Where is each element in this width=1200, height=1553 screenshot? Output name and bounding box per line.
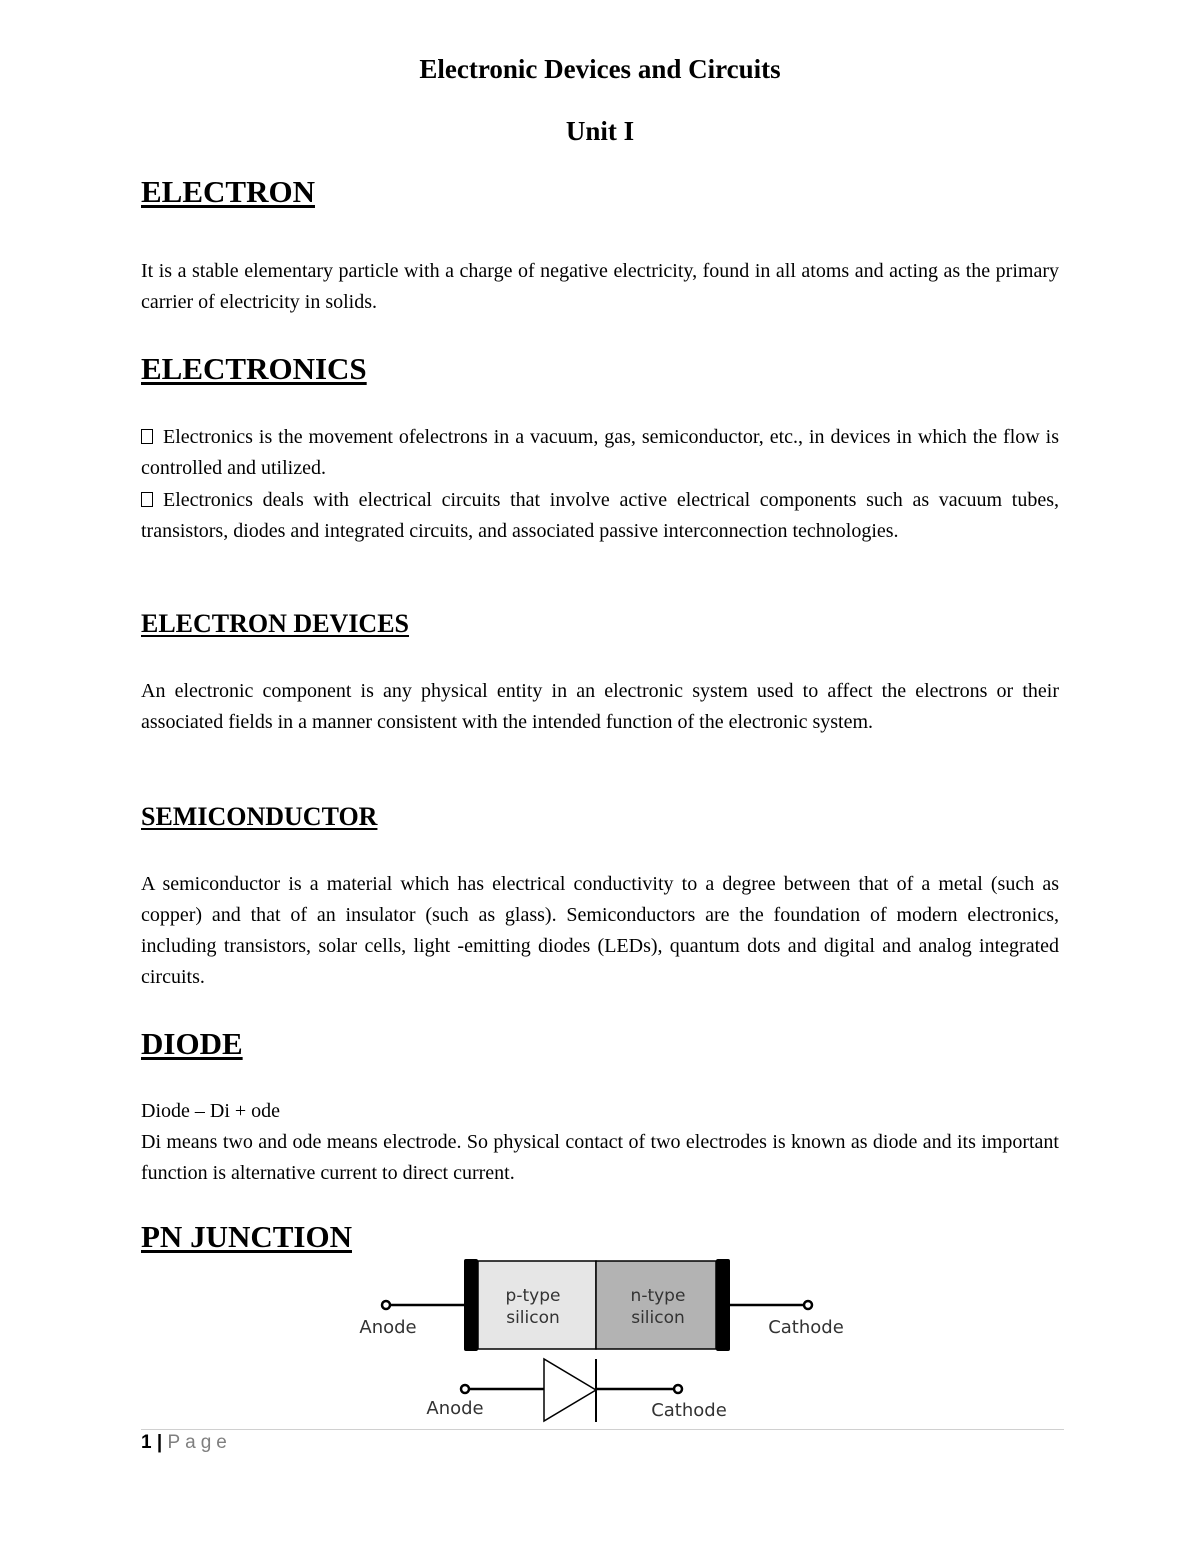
paragraph-electron-devices: An electronic component is any physical entity in an electronic system used to affect the electrons or their associated fields in a manner consistent with the intended function of the electronic system. bbox=[141, 680, 1059, 733]
page-title: Electronic Devices and Circuits bbox=[419, 54, 781, 84]
p-type-label: p-type bbox=[505, 1286, 561, 1306]
page-number: 1 bbox=[141, 1432, 152, 1453]
symbol-cathode-terminal bbox=[674, 1385, 682, 1393]
page-footer bbox=[141, 1432, 232, 1454]
heading-diode: DIODE bbox=[141, 1026, 243, 1061]
n-silicon-label: silicon bbox=[631, 1308, 685, 1328]
page-subtitle: Unit I bbox=[565, 116, 635, 146]
anode-contact bbox=[464, 1259, 478, 1351]
p-silicon-label: silicon bbox=[506, 1308, 560, 1328]
heading-electron-devices: ELECTRON DEVICES bbox=[141, 609, 410, 638]
paragraph-electron: It is a stable elementary particle with a charge of negative electricity, found in all atoms and acting as the primary carrier of electricity in solids. bbox=[141, 260, 1059, 313]
symbol-anode-label: Anode bbox=[426, 1398, 484, 1419]
symbol-cathode-label: Cathode bbox=[651, 1400, 727, 1421]
footer-rule bbox=[141, 1429, 1064, 1430]
bullet-box-icon bbox=[141, 429, 153, 444]
cathode-contact bbox=[716, 1259, 730, 1351]
heading-pn-junction: PN JUNCTION bbox=[141, 1219, 352, 1254]
paragraph-semiconductor: A semiconductor is a material which has electrical conductivity to a degree between that of a metal (such as copper) and that of an insulator (such as glass). Semiconductors are the foundation of modern electronics, including transistors, solar cells, light -emitting diodes (LEDs), quantum dots and digital and analog integrated circuits. bbox=[141, 873, 1059, 988]
n-type-label: n-type bbox=[630, 1286, 686, 1306]
bullet-text: Electronics is the movement ofelectrons in a vacuum, gas, semiconductor, etc., in devices in which the flow is controlled and utilized. bbox=[141, 426, 1059, 479]
paragraph-diode-definition: Diode – Di + ode bbox=[141, 1100, 281, 1122]
bullet-text: Electronics deals with electrical circuits that involve active electrical components such as vacuum tubes, transistors, diodes and integrated circuits, and associated passive interconnection technologies. bbox=[141, 489, 1059, 542]
footer-separator: | bbox=[156, 1432, 163, 1453]
pn-junction-diagram bbox=[340, 1252, 860, 1428]
page-label: Page bbox=[167, 1432, 232, 1453]
anode-label: Anode bbox=[359, 1317, 417, 1338]
diode-triangle-icon bbox=[544, 1359, 596, 1421]
paragraph-diode: Di means two and ode means electrode. So physical contact of two electrodes is known as diode and its important function is alternative current to direct current. bbox=[141, 1131, 1059, 1184]
heading-electronics: ELECTRONICS bbox=[141, 351, 367, 386]
heading-semiconductor: SEMICONDUCTOR bbox=[141, 802, 378, 831]
bullet-electronics-2 bbox=[141, 485, 1059, 547]
symbol-anode-terminal bbox=[461, 1385, 469, 1393]
cathode-label: Cathode bbox=[768, 1317, 844, 1338]
bullet-box-icon bbox=[141, 492, 153, 507]
anode-terminal bbox=[382, 1301, 390, 1309]
cathode-terminal bbox=[804, 1301, 812, 1309]
bullet-electronics-1 bbox=[141, 422, 1059, 484]
heading-electron: ELECTRON bbox=[141, 174, 315, 209]
